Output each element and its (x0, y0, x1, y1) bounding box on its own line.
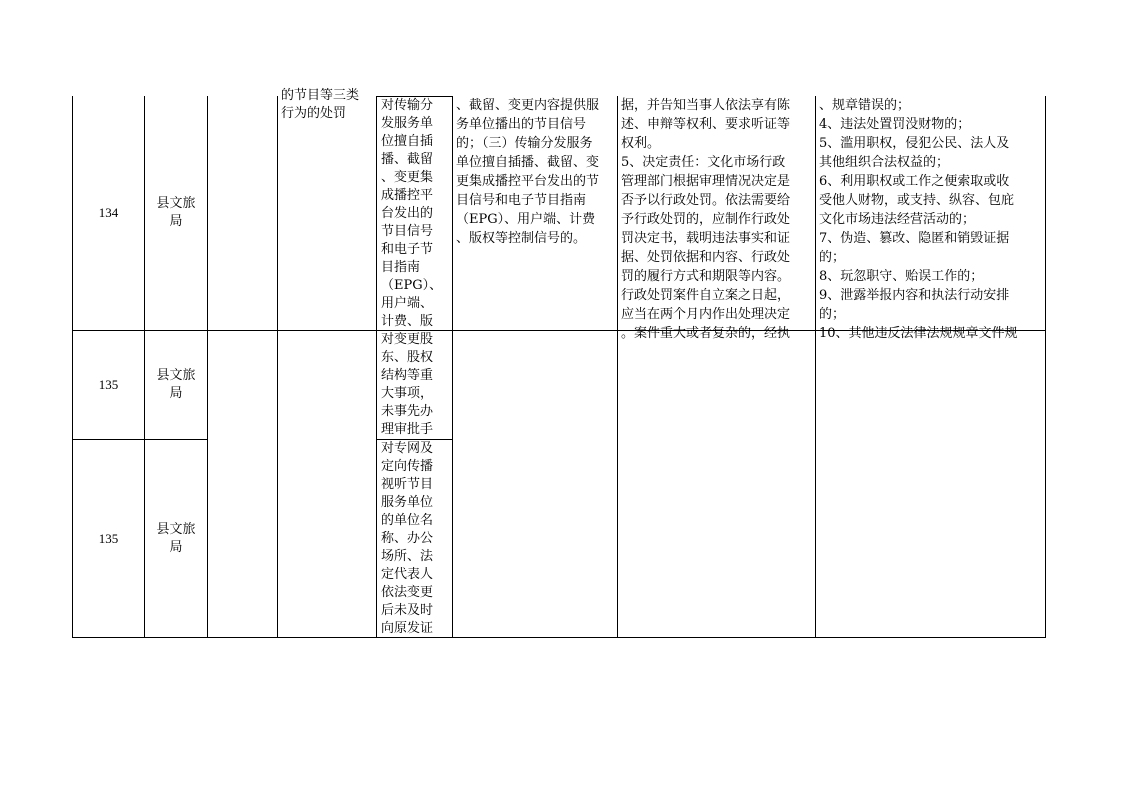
table-row-135b-item: 对专网及 定向传播 视听节目 服务单位 的单位名 称、办公 场所、法 定代表人 依法变更 后未及时 向原发证 (381, 441, 434, 636)
table-row-134-number: 134 (98, 205, 119, 220)
table-bottom-border (72, 637, 1046, 638)
table-row-134-department: 县文旅局 (156, 196, 196, 229)
table-row-135b-department: 县文旅局 (156, 521, 196, 555)
table-row-134-item: 对传输分 发服务单 位擅自插 播、截留 、变更集 成播控平 台发出的 节目信号 和电子节 目指南 （EPG）、 用户端、 计费、版 (381, 98, 443, 329)
table-row-135a-department: 县文旅局 (156, 368, 196, 401)
table-row-134-responsibility: 据，并告知当事人依法享有陈 述、申辩等权利、要求听证等 权利。 5、决定责任：文化市场行政 管理部门根据审理情况决定是 否予以行政处罚。依法需要给 予行政处罚的，应制作行政处 罚决定书，载明违法事实和证 据、处罚依据和内容、行政处 罚的履行方式和期限等内容。 行政处罚案件自立案之日起， 应当在两个月内作出处理决定 。案件重大或者复杂的，经执 (621, 98, 791, 341)
table-row-135a-number: 135 (98, 377, 119, 392)
table-row-135a-item: 对变更股 东、股权 结构等重 大事项， 未事先办 理审批手 (381, 332, 434, 437)
column-divider-department (207, 96, 208, 638)
table-row-134-basis: 、截留、变更内容提供服 务单位播出的节目信号 的；（三）传输分发服务 单位擅自插播、截留、变 更集成播控平台发出的节 目信号和电子节目指南 （EPG）、用户端、计费 、版权等控制信号的。 (456, 98, 600, 246)
table-row-134-category: 的节目等三类 行为的处罚 (281, 88, 360, 121)
table-row-135b-number: 135 (98, 530, 119, 546)
table-right-border (1045, 96, 1046, 638)
table-row-134-accountability: 、规章错误的； 4、违法处置罚没财物的； 5、滥用职权，侵犯公民、法人及 其他组织合法权益的； 6、利用职权或工作之便索取或收 受他人财物，或支持、纵容、包庇 文化市场违法经营活动的； 7、伪造、篡改、隐匿和销毁证据 的； 8、玩忽职守、贻误工作的； 9、泄露举报内容和执法行动安排 的； 10、其他违反法律法规规章文件规 (819, 98, 1018, 341)
